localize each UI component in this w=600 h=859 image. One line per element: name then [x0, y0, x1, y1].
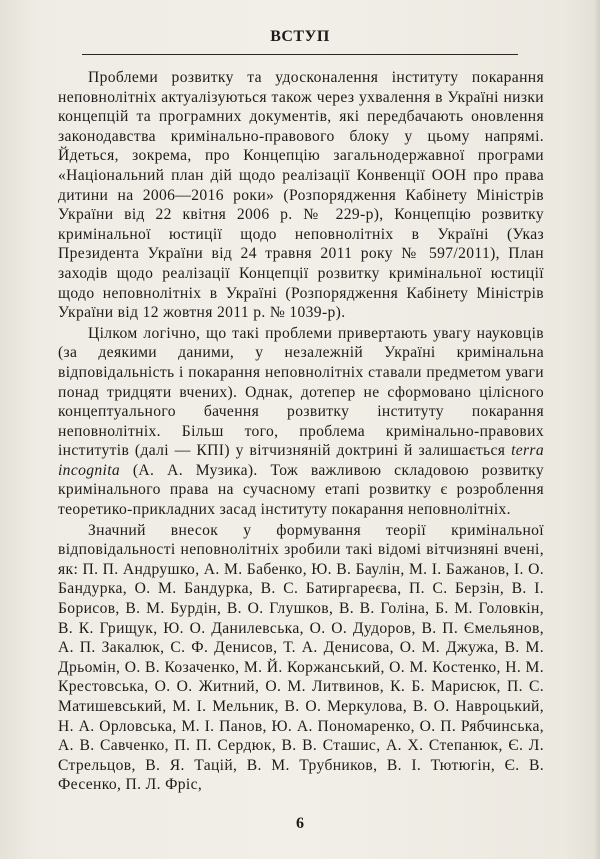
page-number: 6 [296, 815, 304, 832]
paragraph-2-text-end: (А. А. Музика). Тож важливою складовою розвитку кримінального права на сучасному етапі розвитку є розроблення теоретико-прикладних засад інституту покарання неповнолітніх. [58, 461, 544, 519]
page-edge-shadow [594, 0, 600, 859]
paragraph-1 [58, 68, 544, 323]
running-header [82, 28, 518, 46]
section-title: ВСТУП [270, 28, 330, 45]
header-divider [82, 54, 518, 55]
latin-term: terra incognita [58, 442, 544, 479]
paragraph-2-text: Цілком логічно, що такі проблеми привертають увагу науковців (за деякими даними, у незалежній Україні кримінальна відповідальність і покарання неповнолітніх ставали предметом уваги понад тридцяти вчених). Однак, дотепер не сформовано цілісного концептуального бачення розвитку інституту покарання неповнолітніх. Більш того, проблема кримінально-правових інститутів (далі — КПІ) у вітчизняній доктрині й залишається [58, 324, 544, 460]
body-text [58, 68, 544, 795]
paragraph-3-text: Значний внесок у формування теорії кримінальної відповідальності неповнолітніх зробили такі відомі вітчизняні вчені, як: П. П. Андрушко, А. М. Бабенко, Ю. В. Баулін, М. І. Бажанов, І. О. Бандурка, О. М. Бандурка, В. С. Батиргареєва, П. С. Берзін, В. І. Борисов, В. М. Бурдін, В. О. Глушков, В. В. Голіна, Б. М. Головкін, В. К. Грищук, Ю. О. Данилевська, О. О. Дудоров, В. П. Ємельянов, А. П. Закалюк, С. Ф. Денисов, Т. А. Денисова, О. М. Джужа, В. М. Дрьомін, О. В. Козаченко, М. Й. Коржанський, О. М. Костенко, Н. М. Крестовська, О. О. Житний, О. М. Литвинов, К. Б. Марисюк, П. С. Матишевський, М. І. Мельник, В. О. Меркулова, В. О. Навроцький, Н. А. Орловська, М. І. Панов, Ю. А. Пономаренко, О. П. Рябчинська, А. В. Савченко, П. П. Сердюк, В. В. Сташис, А. Х. Степанюк, Є. Л. Стрельцов, В. Я. Тацій, В. М. Трубников, В. І. Тютюгін, Є. В. Фесенко, П. Л. Фріс, [58, 521, 544, 794]
paragraph-3 [58, 521, 544, 795]
paragraph-1-text: Проблеми розвитку та удосконалення інституту покарання неповнолітніх актуалізуються також через ухвалення в Україні низки концепцій та програмних документів, які передбачають оновлення законодавства кримінально-правового блоку у цьому напрямі. Йдеться, зокрема, про Концепцію загальнодержавної програми «Національний план дій щодо реалізації Конвенції ООН про права дитини на 2006—2016 роки» (Розпорядження Кабінету Міністрів України від 22 квітня 2006 р. № 229-р), Концепцію розвитку кримінальної юстиції щодо неповнолітніх в Україні (Указ Президента України від 24 травня 2011 року № 597/2011), План заходів щодо реалізації Концепції розвитку кримінальної юстиції щодо неповнолітніх в Україні (Розпорядження Кабінету Міністрів України від 12 жовтня 2011 р. № 1039-р). [58, 69, 544, 322]
paragraph-2 [58, 324, 544, 520]
